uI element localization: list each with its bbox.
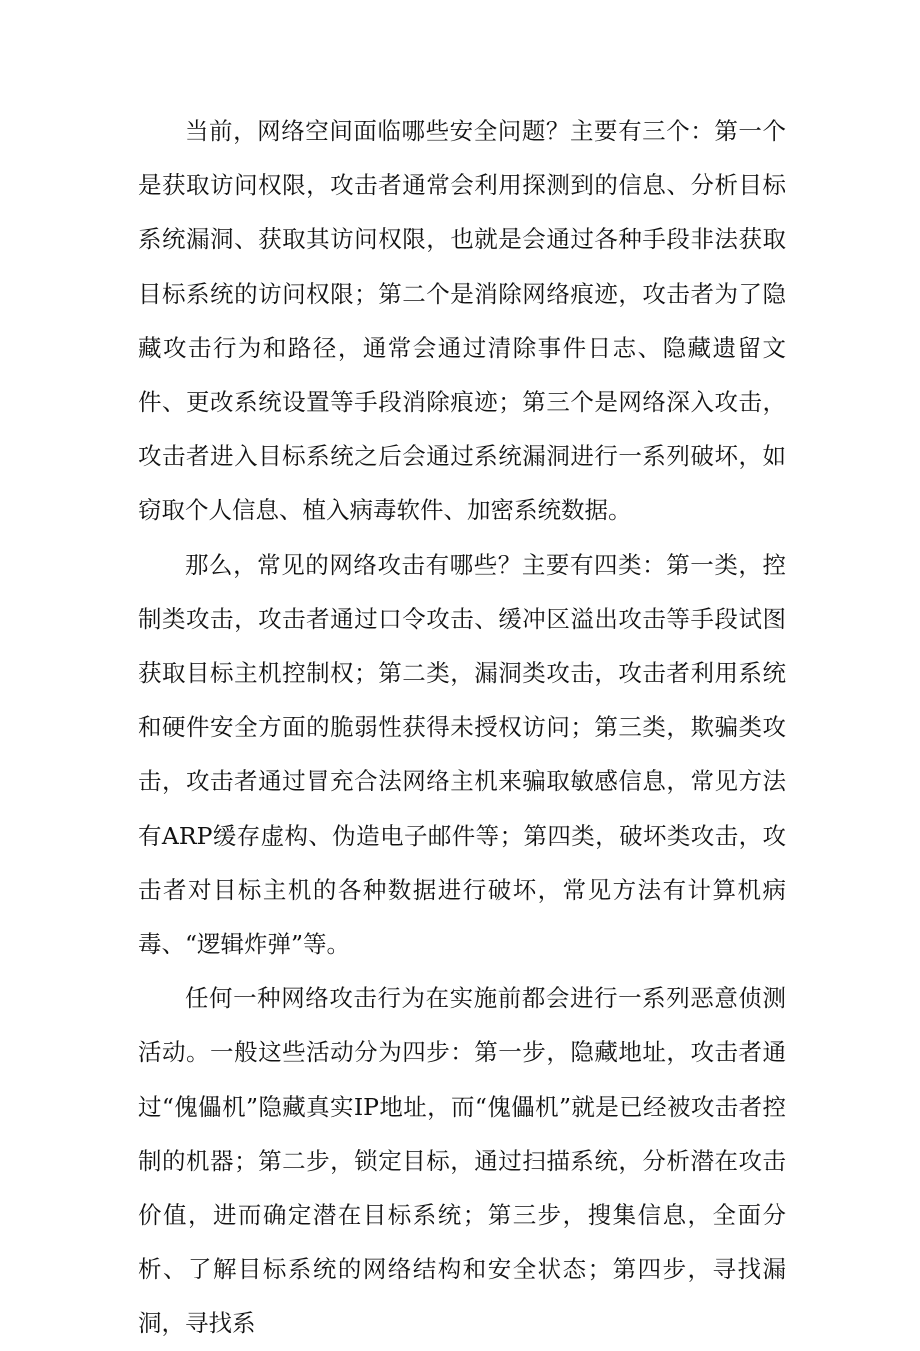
paragraph-security-issues: 当前，网络空间面临哪些安全问题？主要有三个：第一个是获取访问权限，攻击者通常会利用探测到的信息、分析目标系统漏洞、获取其访问权限，也就是会通过各种手段非法获取目标系统的访问权限；第二个是消除网络痕迹，攻击者为了隐藏攻击行为和路径，通常会通过清除事件日志、隐藏遗留文件、更改系统设置等手段消除痕迹；第三个是网络深入攻击，攻击者进入目标系统之后会通过系统漏洞进行一系列破坏，如窃取个人信息、植入病毒软件、加密系统数据。 <box>138 117 786 525</box>
paragraph-reconnaissance-steps: 任何一种网络攻击行为在实施前都会进行一系列恶意侦测活动。一般这些活动分为四步：第一步，隐藏地址，攻击者通过“傀儡机”隐藏真实IP地址，而“傀儡机”就是已经被攻击者控制的机器；第二步，锁定目标，通过扫描系统，分析潜在攻击价值，进而确定潜在目标系统；第三步，搜集信息，全面分析、了解目标系统的网络结构和安全状态；第四步，寻找漏洞，寻找系 <box>138 984 786 1338</box>
paragraph-attack-types: 那么，常见的网络攻击有哪些？主要有四类：第一类，控制类攻击，攻击者通过口令攻击、缓冲区溢出攻击等手段试图获取目标主机控制权；第二类，漏洞类攻击，攻击者利用系统和硬件安全方面的脆弱性获得未授权访问；第三类，欺骗类攻击，攻击者通过冒充合法网络主机来骗取敏感信息，常见方法有ARP缓存虚构、伪造电子邮件等；第四类，破坏类攻击，攻击者对目标主机的各种数据进行破坏，常见方法有计算机病毒、“逻辑炸弹”等。 <box>138 550 786 959</box>
document-body <box>138 104 786 1351</box>
